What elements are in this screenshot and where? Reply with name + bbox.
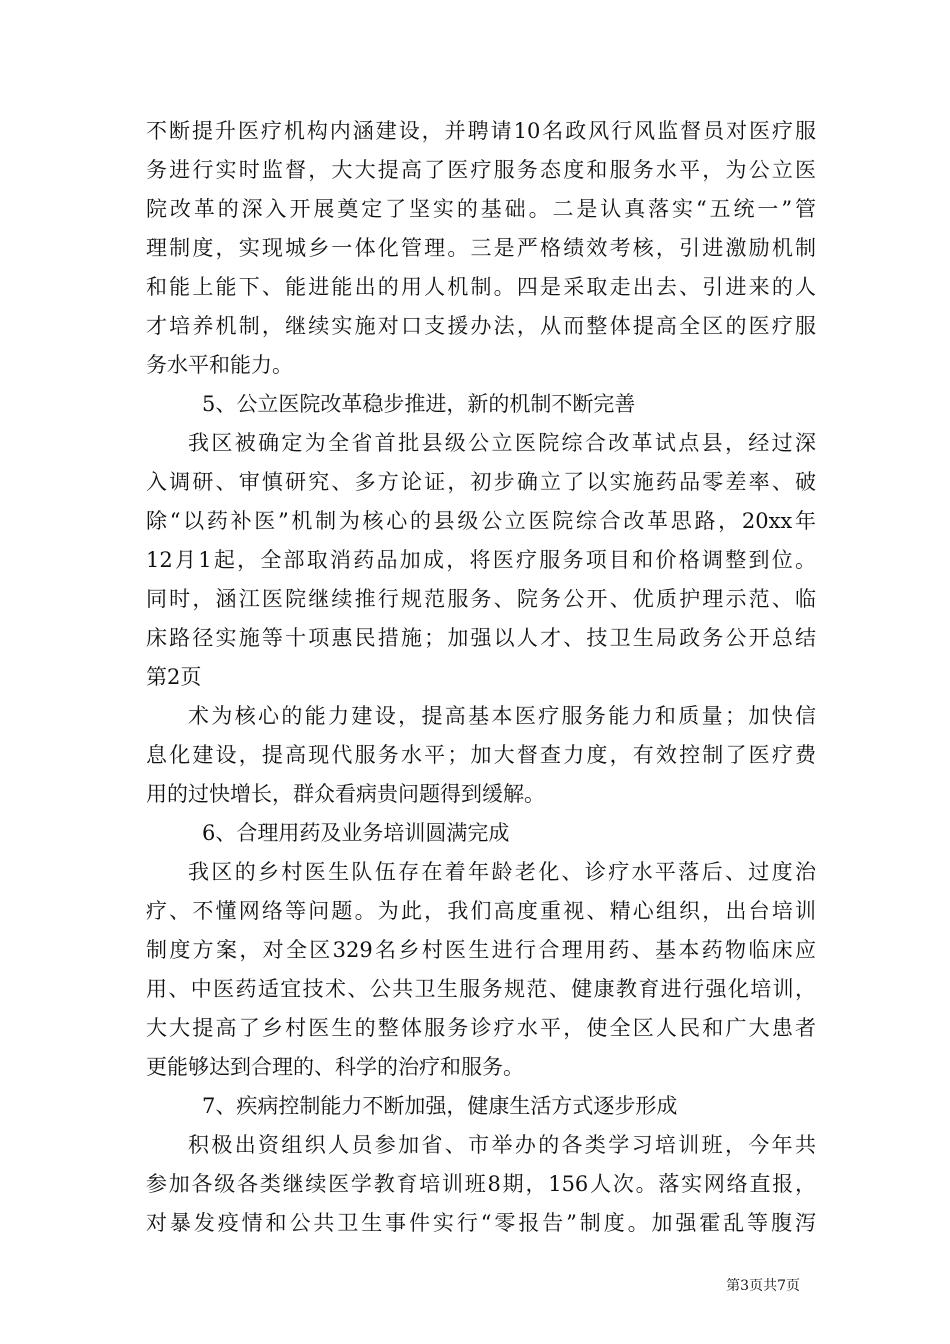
text-line: 我区被确定为全省首批县级公立医院综合改革试点县，经过深 [188, 431, 816, 455]
text-line: 疗、不懂网络等问题。为此，我们高度重视、精心组织，出台培训 [146, 899, 816, 923]
text-line: 12月1起，全部取消药品加成，将医疗服务项目和价格调整到位。 [146, 548, 816, 572]
text-line: 务进行实时监督，大大提高了医疗服务态度和服务水平，为公立医 [146, 158, 816, 182]
text-line: 理制度，实现城乡一体化管理。三是严格绩效考核，引进激励机制 [146, 236, 816, 260]
text-line: 术为核心的能力建设，提高基本医疗服务能力和质量；加快信 [188, 704, 816, 728]
text-line: 用的过快增长，群众看病贵问题得到缓解。 [146, 782, 545, 806]
text-line: 息化建设，提高现代服务水平；加大督查力度，有效控制了医疗费 [146, 743, 816, 767]
section-heading: 5、公立医院改革稳步推进，新的机制不断完善 [202, 392, 636, 416]
text-line: 更能够达到合理的、科学的治疗和服务。 [146, 1055, 524, 1079]
text-line: 才培养机制，继续实施对口支援办法，从而整体提高全区的医疗服 [146, 314, 816, 338]
text-line: 除“以药补医”机制为核心的县级公立医院综合改革思路，20xx年 [146, 509, 816, 533]
text-line: 务水平和能力。 [146, 353, 293, 377]
text-line: 参加各级各类继续医学教育培训班8期，156人次。落实网络直报， [146, 1172, 816, 1196]
text-line: 床路径实施等十项惠民措施；加强以人才、技卫生局政务公开总结 [146, 626, 816, 650]
section-heading: 6、合理用药及业务培训圆满完成 [202, 821, 510, 845]
text-line: 我区的乡村医生队伍存在着年龄老化、诊疗水平落后、过度治 [188, 860, 816, 884]
text-line: 对暴发疫情和公共卫生事件实行“零报告”制度。加强霍乱等腹泻 [146, 1211, 816, 1235]
text-line: 院改革的深入开展奠定了坚实的基础。二是认真落实“五统一”管 [146, 197, 816, 221]
text-line: 和能上能下、能进能出的用人机制。四是采取走出去、引进来的人 [146, 275, 816, 299]
section-heading: 7、疾病控制能力不断加强，健康生活方式逐步形成 [202, 1094, 678, 1118]
page-footer: 第3页共7页 [726, 1278, 800, 1294]
text-line: 入调研、审慎研究、多方论证，初步确立了以实施药品零差率、破 [146, 470, 816, 494]
text-line: 积极出资组织人员参加省、市举办的各类学习培训班，今年共 [188, 1133, 816, 1157]
body-text [146, 112, 816, 1243]
text-line: 制度方案，对全区329名乡村医生进行合理用药、基本药物临床应 [146, 938, 816, 962]
text-line: 不断提升医疗机构内涵建设，并聘请10名政风行风监督员对医疗服 [146, 119, 816, 143]
text-line: 第2页 [146, 665, 202, 689]
text-line: 大大提高了乡村医生的整体服务诊疗水平，使全区人民和广大患者 [146, 1016, 816, 1040]
text-line: 同时，涵江医院继续推行规范服务、院务公开、优质护理示范、临 [146, 587, 816, 611]
text-line: 用、中医药适宜技术、公共卫生服务规范、健康教育进行强化培训， [146, 977, 816, 1001]
